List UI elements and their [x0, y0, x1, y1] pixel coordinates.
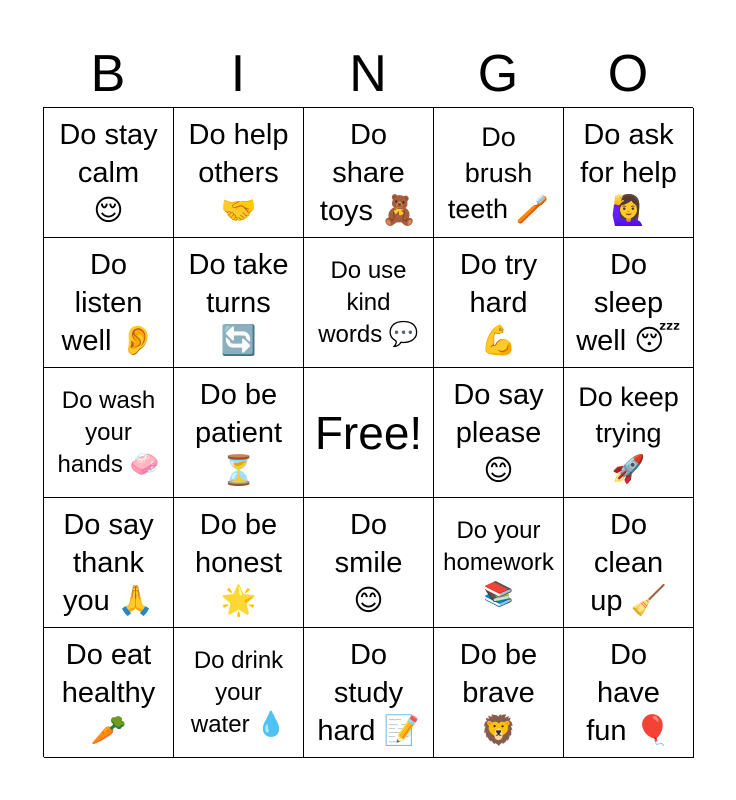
bingo-cell[interactable]: Do keep trying 🚀 [564, 368, 694, 498]
bingo-header [43, 40, 693, 108]
bingo-cell[interactable]: Do eat healthy 🥕 [44, 628, 174, 758]
bingo-cell[interactable]: Do clean up 🧹 [564, 498, 694, 628]
bingo-cell[interactable]: Do your homework 📚 [434, 498, 564, 628]
bingo-cell[interactable]: Do listen well 👂 [44, 238, 174, 368]
header-letter-g: G [477, 45, 519, 103]
bingo-free-cell[interactable]: Free! [304, 368, 434, 498]
bingo-cell[interactable]: Do help others 🤝 [174, 108, 304, 238]
bingo-cell[interactable]: Do ask for help 🙋‍♀️ [564, 108, 694, 238]
bingo-cell[interactable]: Do say thank you 🙏 [44, 498, 174, 628]
bingo-cell[interactable]: Do stay calm 😌 [44, 108, 174, 238]
bingo-cell[interactable]: Do be brave 🦁 [434, 628, 564, 758]
bingo-cell[interactable]: Do say please 😊 [434, 368, 564, 498]
bingo-cell[interactable]: Do drink your water 💧 [174, 628, 304, 758]
bingo-grid [43, 107, 693, 757]
bingo-cell[interactable]: Do wash your hands 🧼 [44, 368, 174, 498]
bingo-cell[interactable]: Do be patient ⏳ [174, 368, 304, 498]
bingo-cell[interactable]: Do brush teeth 🪥 [434, 108, 564, 238]
bingo-cell[interactable]: Do use kind words 💬 [304, 238, 434, 368]
bingo-cell[interactable]: Do smile 😊 [304, 498, 434, 628]
bingo-cell[interactable]: Do take turns 🔄 [174, 238, 304, 368]
header-letter-o: O [607, 45, 649, 103]
header-letter-i: I [230, 45, 246, 103]
bingo-cell[interactable]: Do be honest 🌟 [174, 498, 304, 628]
bingo-cell[interactable]: Do sleep well 😴 [564, 238, 694, 368]
bingo-cell[interactable]: Do share toys 🧸 [304, 108, 434, 238]
bingo-cell[interactable]: Do try hard 💪 [434, 238, 564, 368]
header-letter-b: B [90, 45, 126, 103]
bingo-cell[interactable]: Do have fun 🎈 [564, 628, 694, 758]
header-letter-n: N [349, 45, 387, 103]
bingo-cell[interactable]: Do study hard 📝 [304, 628, 434, 758]
